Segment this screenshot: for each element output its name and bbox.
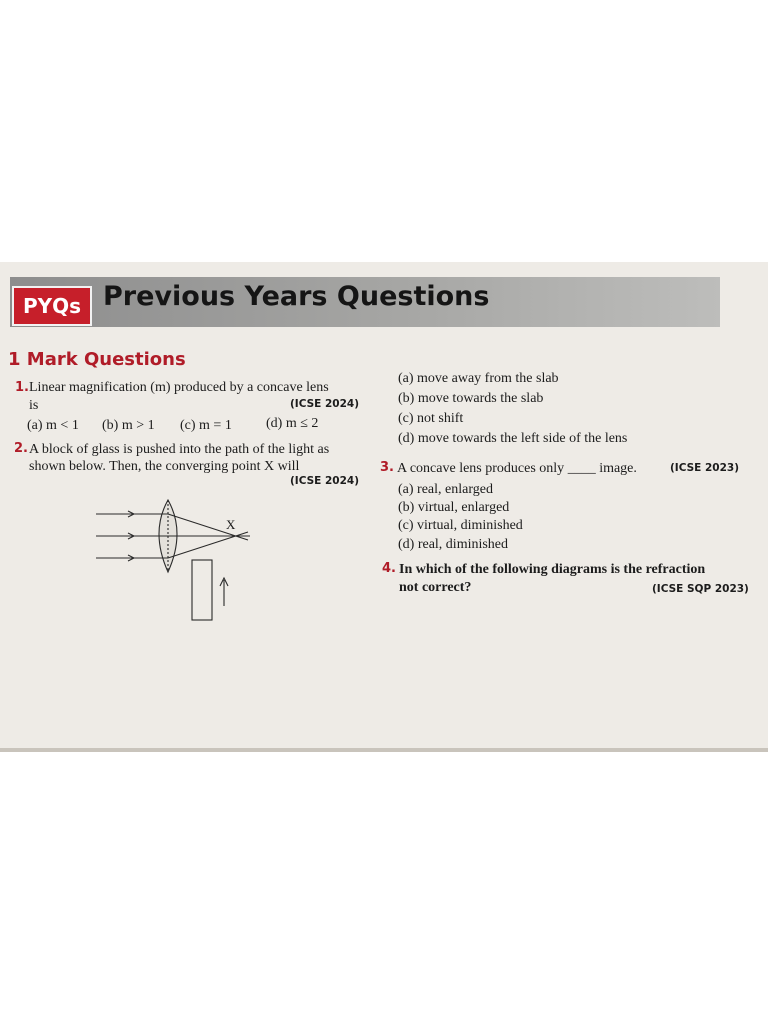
q1-text-line1: Linear magnification (m) produced by a concave lens — [29, 380, 329, 395]
q4-text-line2: not correct? — [399, 580, 472, 595]
q3-text-after: image. — [599, 461, 637, 476]
q3-source: (ICSE 2023) — [670, 462, 740, 474]
q2-option-a: (a) move away from the slab — [398, 371, 559, 386]
q3-text — [397, 461, 637, 477]
q1-source: (ICSE 2024) — [290, 398, 360, 410]
q1-text-line2: is — [29, 398, 39, 413]
q3-blank: ____ — [567, 461, 596, 476]
q2-text-line2: shown below. Then, the converging point X will — [29, 459, 300, 474]
q3-text-before: A concave lens produces only — [397, 461, 565, 476]
q3-number: 3. — [380, 460, 394, 475]
q3-option-d: (d) real, diminished — [398, 537, 509, 552]
q3-option-a: (a) real, enlarged — [398, 482, 493, 497]
q2-option-c: (c) not shift — [398, 411, 464, 426]
q1-option-d: (d) m ≤ 2 — [266, 416, 319, 431]
q2-source: (ICSE 2024) — [290, 475, 360, 487]
lens-diagram — [88, 492, 263, 627]
q4-text-line1: In which of the following diagrams is the refraction — [399, 562, 706, 577]
q3-option-c: (c) virtual, diminished — [398, 518, 523, 533]
q3-option-b: (b) virtual, enlarged — [398, 500, 510, 515]
q2-number: 2. — [14, 441, 28, 456]
q1-option-c: (c) m = 1 — [180, 418, 232, 433]
page-edge — [0, 748, 768, 752]
section-title: 1 Mark Questions — [8, 349, 186, 370]
q1-number: 1. — [15, 380, 29, 395]
diagram-label-x: X — [226, 517, 236, 532]
pyqs-badge: PYQs — [12, 286, 92, 326]
q2-text-line1: A block of glass is pushed into the path of the light as — [29, 442, 330, 457]
q2-option-b: (b) move towards the slab — [398, 391, 544, 406]
q1-option-a: (a) m < 1 — [27, 418, 79, 433]
q1-option-b: (b) m > 1 — [102, 418, 155, 433]
q4-number: 4. — [382, 561, 396, 576]
q2-option-d: (d) move towards the left side of the lens — [398, 431, 628, 446]
header-title: Previous Years Questions — [103, 281, 490, 312]
q4-source: (ICSE SQP 2023) — [652, 583, 749, 595]
